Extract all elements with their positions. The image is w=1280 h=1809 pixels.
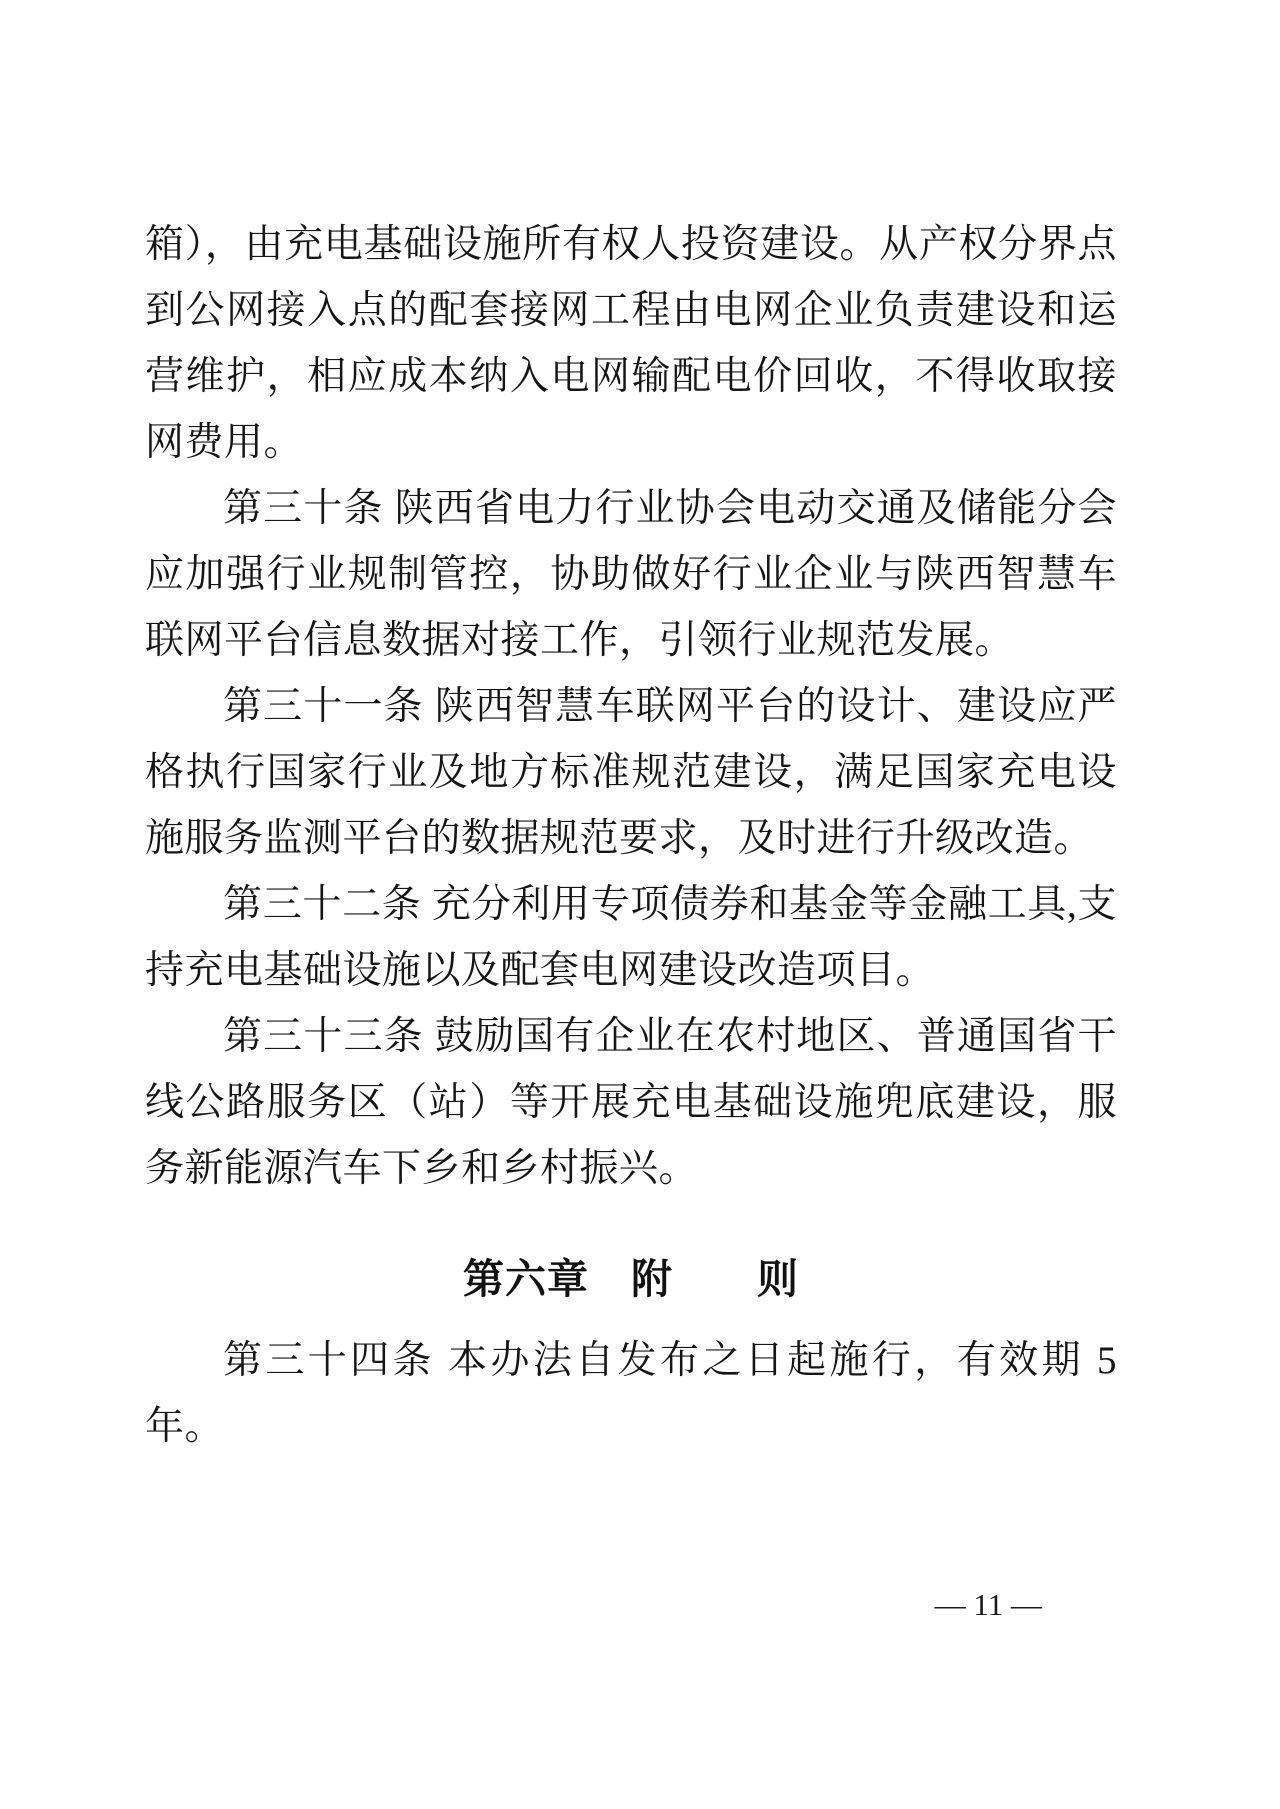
paragraph-continuation: 箱），由充电基础设施所有权人投资建设。从产权分界点到公网接入点的配套接网工程由电网企业负责建设和运营维护，相应成本纳入电网输配电价回收，不得收取接网费用。 [145,223,1117,464]
document-body [145,212,1117,1460]
page-footer [935,1585,1042,1625]
paragraph-article-33: 第三十三条 鼓励国有企业在农村地区、普通国省干线公路服务区（站）等开展充电基础设施兜底建设，服务新能源汽车下乡和乡村振兴。 [145,1015,1117,1190]
paragraph-article-30: 第三十条 陕西省电力行业协会电动交通及储能分会应加强行业规制管控，协助做好行业企业与陕西智慧车联网平台信息数据对接工作，引领行业规范发展。 [145,487,1117,662]
paragraph-article-32: 第三十二条 充分利用专项债券和基金等金融工具,支持充电基础设施以及配套电网建设改造项目。 [145,883,1117,992]
page-number: — 11 — [934,1587,1042,1622]
chapter-heading: 第六章 附 则 [463,1256,799,1302]
paragraph-article-31: 第三十一条 陕西智慧车联网平台的设计、建设应严格执行国家行业及地方标准规范建设，满足国家充电设施服务监测平台的数据规范要求，及时进行升级改造。 [145,685,1117,860]
paragraph-article-34: 第三十四条 本办法自发布之日起施行，有效期 5 年。 [145,1339,1117,1448]
